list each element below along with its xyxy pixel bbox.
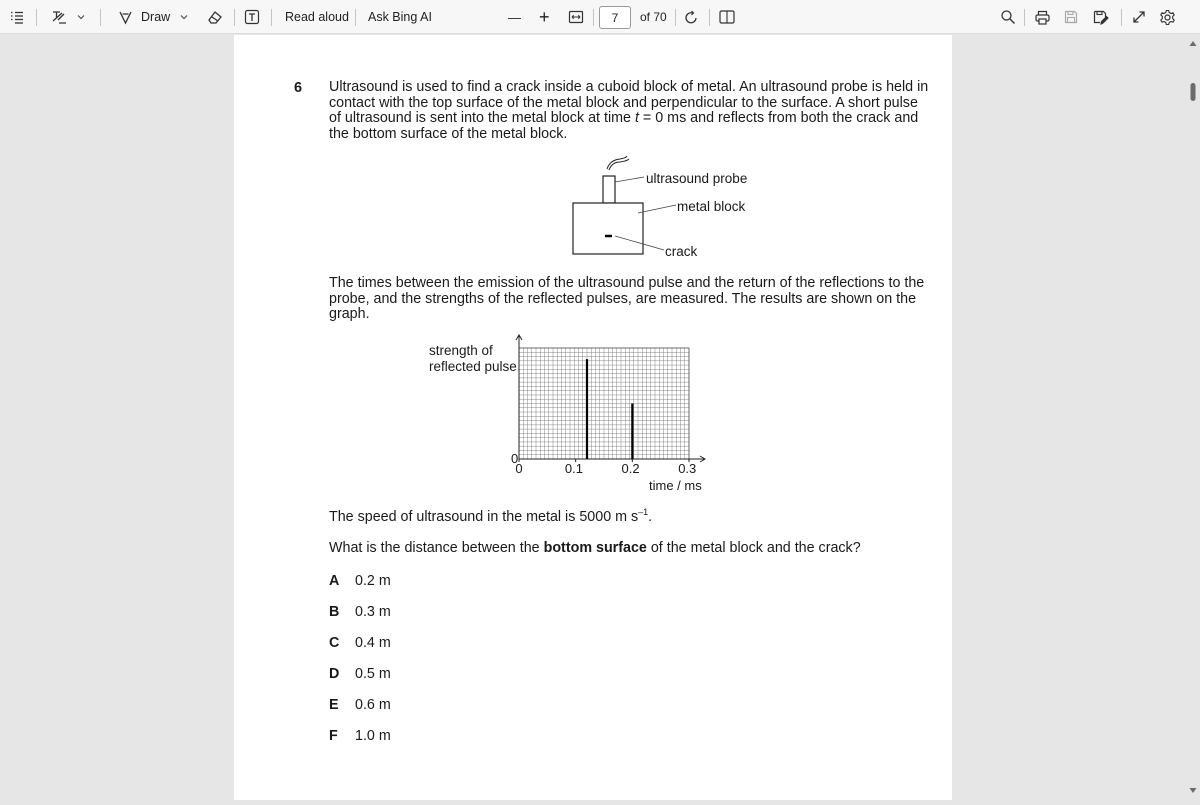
zoom-in-icon: + [539,6,550,27]
question-emphasis: bottom surface [543,540,647,556]
zoom-out-button[interactable] [508,0,521,34]
draw-button[interactable] [118,0,170,34]
graph-grid [519,348,689,459]
crack-label: crack [665,244,698,259]
fit-page-button[interactable] [568,0,584,34]
zoom-out-icon: — [508,9,521,25]
print-button[interactable] [1034,0,1051,34]
option-letter: F [329,728,338,744]
option-letter: C [329,635,340,651]
save-as-icon [1092,9,1109,26]
intro-line [329,111,928,127]
fit-page-icon [568,9,584,25]
settings-button[interactable] [1159,0,1176,34]
probe-label-line [615,177,644,182]
chevron-down-icon [77,13,85,21]
vertical-scrollbar[interactable] [1186,35,1200,800]
toolbar-divider [234,9,235,26]
highlight-button[interactable] [50,0,68,34]
option-letter: D [329,666,340,682]
fullscreen-button[interactable] [1131,0,1147,34]
metal-block [573,203,643,254]
intro-line: the bottom surface of the metal block. [329,125,568,142]
ask-bing-button[interactable] [368,0,432,34]
search-icon [1000,9,1016,25]
toolbar-divider [1121,9,1122,26]
option-value: 1.0 m [355,728,391,744]
results-paragraph [329,276,924,323]
save-as-button[interactable] [1092,0,1109,34]
toolbar-divider [36,9,37,26]
y-axis-label [429,343,517,375]
x-tick-label: 0.2 [621,461,640,476]
erase-button[interactable] [206,0,223,34]
intro-line: contact with the top surface of the metal block and perpendicular to the surface. A short pulse [329,94,918,111]
speed-statement [329,507,653,526]
option-letter: E [329,697,339,713]
fullscreen-icon [1131,9,1147,25]
option-value: 0.2 m [355,573,391,589]
page-total: of 70 [640,10,667,24]
highlight-dropdown[interactable] [77,0,85,34]
x-axis-label: time / ms [649,478,702,493]
eraser-icon [206,9,223,26]
toolbar [0,0,1200,34]
page-number-input[interactable]: 7 [599,6,631,29]
draw-icon [118,10,133,25]
question-part: of the metal block and the crack? [646,540,861,556]
x-tick-label: 0.3 [678,461,697,476]
block-label: metal block [677,199,746,214]
pulse-graph [505,330,715,470]
intro-text: of ultrasound is sent into the metal block at time [329,110,635,126]
scroll-down-arrow [1190,788,1197,793]
probe-cable [607,156,629,170]
toolbar-divider [709,9,710,26]
scroll-up-arrow [1190,41,1197,46]
ultrasound-probe [603,176,615,203]
toolbar-divider [593,9,594,26]
probe-label: ultrasound probe [646,171,748,186]
speed-exponent: –1 [638,507,649,517]
speed-text: The speed of ultrasound in the metal is 5000 m s [329,509,639,525]
draw-label: Draw [141,10,171,24]
settings-icon [1159,9,1176,26]
two-page-icon [718,9,736,25]
option-value: 0.3 m [355,604,391,620]
save-icon [1063,9,1079,25]
rotate-icon [683,9,700,26]
graph-bars [587,359,632,459]
text-button[interactable] [244,0,260,34]
toolbar-divider [355,9,356,26]
x-tick-label: 0.1 [564,461,583,476]
chevron-down-icon [180,13,188,21]
read-aloud-button[interactable] [285,0,349,34]
option-value: 0.4 m [355,635,391,651]
toolbar-divider [100,9,101,26]
x-tick-label: 0 [515,461,523,476]
question-number: 6 [294,80,303,96]
contents-button[interactable] [9,0,25,34]
question-text [329,541,861,557]
toolbar-divider [1024,9,1025,26]
option-value: 0.6 m [355,697,391,713]
speed-end: . [648,509,653,525]
y-axis-label-line: strength of [429,343,493,358]
y-axis-label-line: reflected pulse [429,359,517,374]
toolbar-divider [675,9,676,26]
y-zero-label: 0 [511,451,519,466]
option-letter: A [329,573,340,589]
option-letter: B [329,604,340,620]
ask-bing-label: Ask Bing AI [368,10,432,24]
block-label-line [638,205,676,213]
rotate-button[interactable] [683,0,700,34]
option-value: 0.5 m [355,666,391,682]
zoom-in-button[interactable] [539,0,550,34]
time-variable: t [634,110,639,126]
results-line: graph. [329,306,370,322]
highlight-icon [50,8,68,26]
intro-paragraph [329,80,928,142]
intro-line: Ultrasound is used to find a crack inside a cuboid block of metal. An ultrasound probe is held in [329,79,929,95]
text-icon [244,9,260,25]
page-view-button[interactable] [718,0,736,34]
intro-text: = 0 ms and reflects from both the crack and [638,110,919,126]
search-button[interactable] [1000,0,1016,34]
question-part: What is the distance between the [329,540,544,556]
draw-dropdown[interactable] [180,0,188,34]
print-icon [1034,9,1051,26]
save-button[interactable] [1063,0,1079,34]
contents-icon [9,9,25,25]
read-aloud-label: Read aloud [285,10,349,24]
results-line: probe, and the strengths of the reflected pulses, are measured. The results are shown on the [329,290,917,307]
results-line: The times between the emission of the ultrasound pulse and the return of the reflections to the [329,275,925,291]
scroll-thumb [1191,83,1196,101]
toolbar-divider [271,9,272,26]
